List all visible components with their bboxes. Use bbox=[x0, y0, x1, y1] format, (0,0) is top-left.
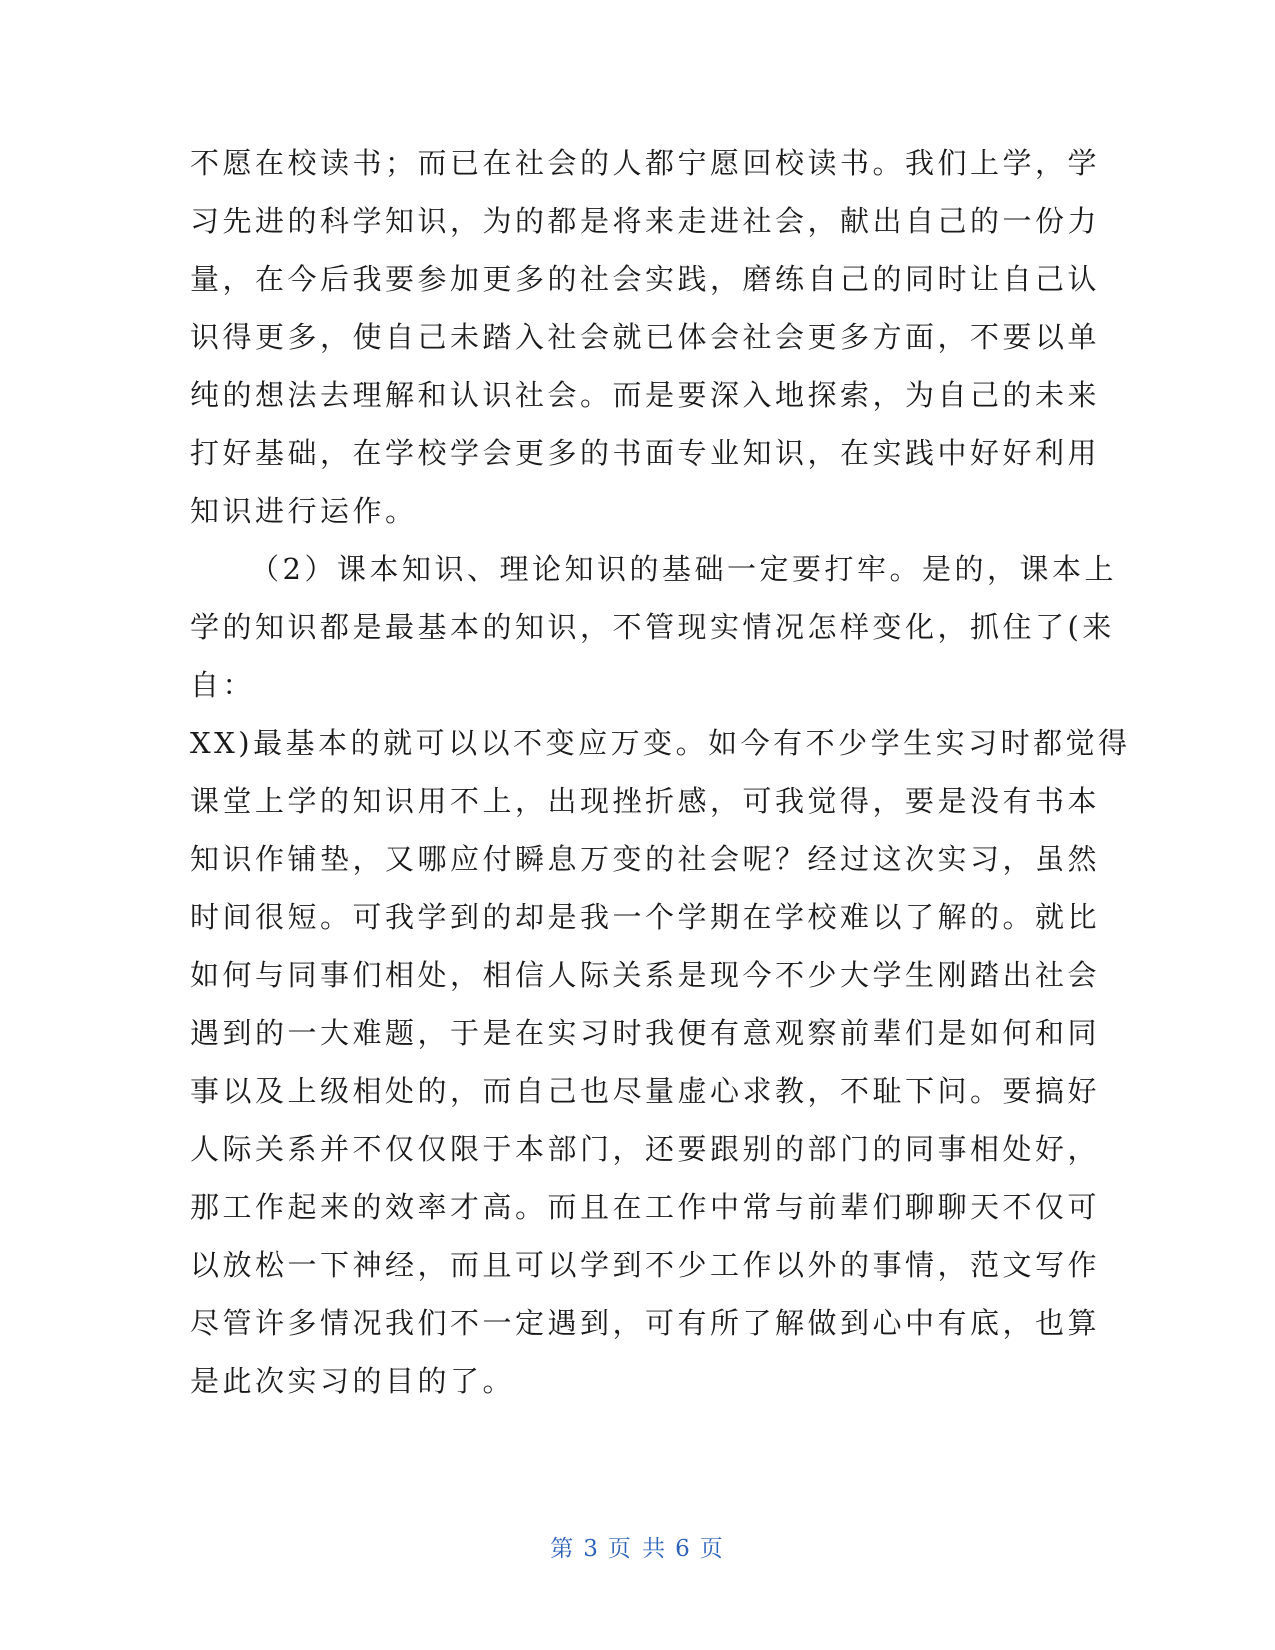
current-page-number: 3 bbox=[583, 1536, 600, 1562]
page-label-prefix: 第 bbox=[550, 1536, 576, 1562]
paragraph-line: 时间很短。可我学到的却是我一个学期在学校难以了解的。就比 bbox=[190, 900, 1101, 934]
paragraph-line: 以放松一下神经，而且可以学到不少工作以外的事情，范文写作 bbox=[190, 1248, 1101, 1282]
paragraph-line: 遇到的一大难题，于是在实习时我便有意观察前辈们是如何和同 bbox=[190, 1016, 1101, 1050]
page-label-suffix: 页 bbox=[699, 1536, 725, 1562]
paragraph-line: 习先进的科学知识，为的都是将来走进社会，献出自己的一份力 bbox=[190, 204, 1101, 238]
page-label-mid: 页 共 bbox=[607, 1536, 668, 1562]
paragraph-line: 事以及上级相处的，而自己也尽量虚心求教，不耻下问。要搞好 bbox=[190, 1074, 1101, 1108]
paragraph-line: 量，在今后我要参加更多的社会实践，磨练自己的同时让自己认 bbox=[190, 262, 1101, 296]
paragraph-line: 如何与同事们相处，相信人际关系是现今不少大学生刚踏出社会 bbox=[190, 958, 1101, 992]
paragraph-line: 知识进行运作。 bbox=[190, 494, 418, 528]
paragraph-line: 纯的想法去理解和认识社会。而是要深入地探索，为自己的未来 bbox=[190, 378, 1101, 412]
paragraph-line: 尽管许多情况我们不一定遇到，可有所了解做到心中有底，也算 bbox=[190, 1306, 1101, 1340]
total-pages-number: 6 bbox=[675, 1536, 692, 1562]
paragraph-line: 打好基础，在学校学会更多的书面专业知识，在实践中好好利用 bbox=[190, 436, 1101, 470]
paragraph-line: 课堂上学的知识用不上，出现挫折感，可我觉得，要是没有书本 bbox=[190, 784, 1101, 818]
paragraph-line: 是此次实习的目的了。 bbox=[190, 1364, 516, 1398]
paragraph-line: （2）课本知识、理论知识的基础一定要打牢。是的，课本上 bbox=[250, 552, 1117, 586]
paragraph-line: 识得更多，使自己未踏入社会就已体会社会更多方面，不要以单 bbox=[190, 320, 1101, 354]
paragraph-line: 人际关系并不仅仅限于本部门，还要跟别的部门的同事相处好， bbox=[190, 1132, 1101, 1166]
page-footer bbox=[0, 1530, 1275, 1563]
paragraph-line: XX)最基本的就可以以不变应万变。如今有不少学生实习时都觉得 bbox=[190, 726, 1131, 760]
paragraph-line: 那工作起来的效率才高。而且在工作中常与前辈们聊聊天不仅可 bbox=[190, 1190, 1101, 1224]
paragraph-line: 不愿在校读书；而已在社会的人都宁愿回校读书。我们上学，学 bbox=[190, 146, 1101, 180]
paragraph-line: 自： bbox=[190, 668, 256, 702]
paragraph-line: 知识作铺垫，又哪应付瞬息万变的社会呢？经过这次实习，虽然 bbox=[190, 842, 1101, 876]
paragraph-line: 学的知识都是最基本的知识，不管现实情况怎样变化，抓住了(来 bbox=[190, 610, 1115, 644]
